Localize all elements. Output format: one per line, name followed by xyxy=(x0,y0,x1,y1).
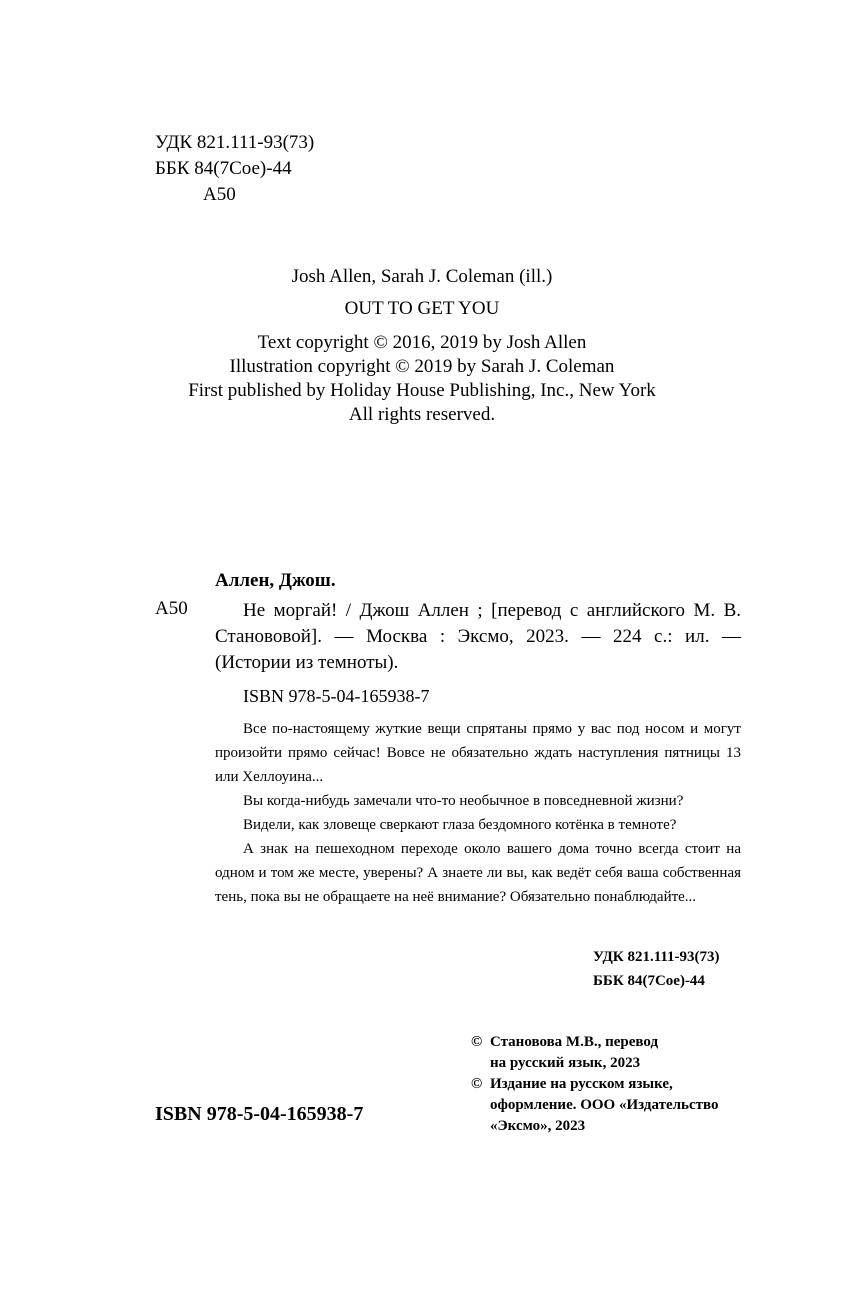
description-text: Не моргай! / Джош Аллен ; [перевод с английского М. В. Станововой]. — Москва : Эксмо, 2023. — 224 с.: ил. — (Истории из темноты). xyxy=(215,600,741,673)
copyright-symbol: © xyxy=(471,1076,483,1092)
bbk-code: ББК 84(7Сое)-44 xyxy=(593,973,705,989)
copyright-line: на русский язык, 2023 xyxy=(490,1055,641,1071)
annotation-paragraph: Видели, как зловеще сверкают глаза бездомного котёнка в темноте? xyxy=(243,817,677,833)
author-mark: А50 xyxy=(203,184,236,205)
annotation xyxy=(215,717,741,909)
classification-codes xyxy=(155,130,314,208)
original-authors: Josh Allen, Sarah J. Coleman (ill.) xyxy=(291,266,553,287)
copyright-line: Издание на русском языке, xyxy=(490,1076,673,1092)
text-copyright: Text copyright © 2016, 2019 by Josh Allen xyxy=(257,332,587,353)
annotation-paragraph: А знак на пешеходном переходе около вашего дома точно всегда стоит на одном и том же месте, уверены? А знаете ли вы, как ведёт себя ваша собственная тень, пока вы не обращаете на неё внимание? Обязательно понаблюдайте... xyxy=(215,841,741,905)
udk-code: УДК 821.111-93(73) xyxy=(593,949,720,965)
main-isbn: ISBN 978-5-04-165938-7 xyxy=(155,1103,364,1125)
annotation-paragraph: Вы когда-нибудь замечали что-то необычное в повседневной жизни? xyxy=(243,793,684,809)
russian-copyrights xyxy=(471,1032,719,1137)
copyright-translation xyxy=(471,1032,719,1074)
bbk-code: ББК 84(7Сое)-44 xyxy=(155,158,292,179)
udk-code: УДК 821.111-93(73) xyxy=(155,132,315,153)
original-publisher: First published by Holiday House Publishing, Inc., New York xyxy=(188,380,656,401)
copyright-edition xyxy=(471,1074,719,1137)
catalog-author-heading: Аллен, Джош. xyxy=(215,570,336,591)
original-title: OUT TO GET YOU xyxy=(344,298,500,319)
illustration-copyright: Illustration copyright © 2019 by Sarah J. Coleman xyxy=(229,356,615,377)
bottom-classification-codes xyxy=(593,945,720,993)
copyright-line: «Эксмо», 2023 xyxy=(490,1118,586,1134)
copyright-line: оформление. ООО «Издательство xyxy=(490,1097,719,1113)
annotation-paragraph: Все по-настоящему жуткие вещи спрятаны прямо у вас под носом и могут произойти прямо сейчас! Вовсе не обязательно ждать наступления пятницы 13 или Хеллоуина... xyxy=(215,721,741,785)
rights-reserved: All rights reserved. xyxy=(348,404,496,425)
bibliographic-description xyxy=(215,598,741,676)
copyright-symbol: © xyxy=(471,1034,483,1050)
copyright-line: Становова М.В., перевод xyxy=(490,1034,659,1050)
catalog-isbn: ISBN 978-5-04-165938-7 xyxy=(243,686,430,706)
catalog-mark: А50 xyxy=(155,598,188,619)
